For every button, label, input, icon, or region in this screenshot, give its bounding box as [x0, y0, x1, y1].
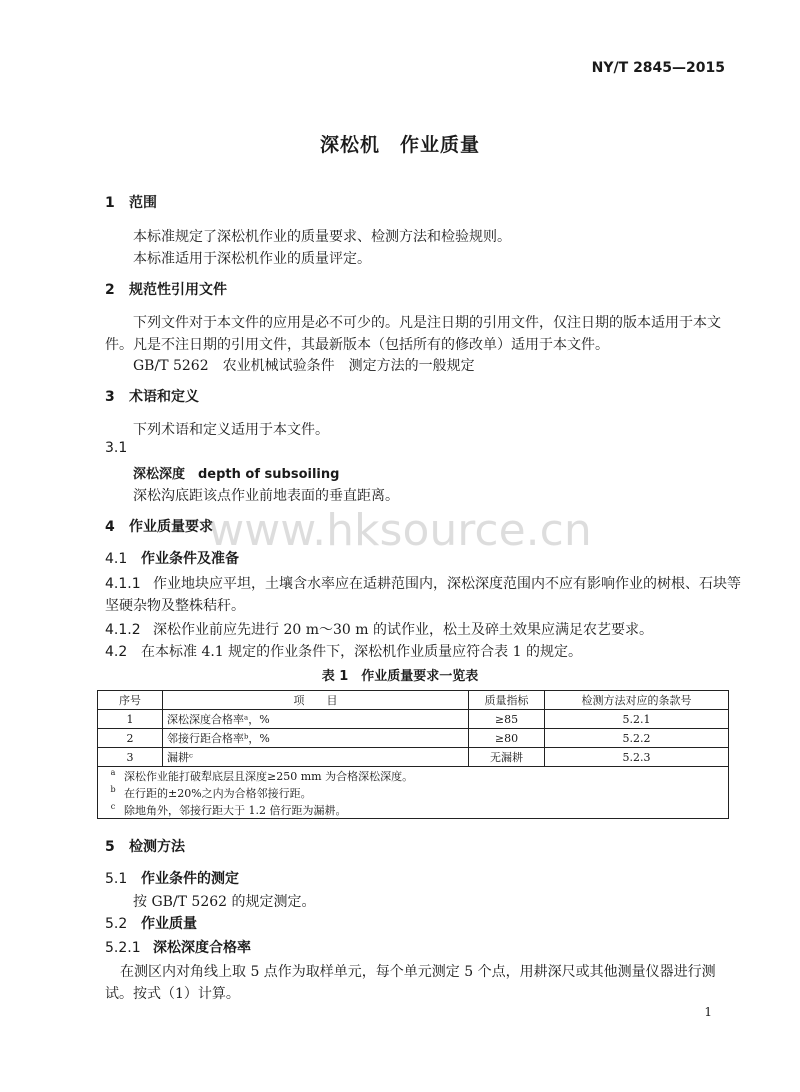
subsection-5-1-heading: [105, 868, 239, 888]
subsection-number: 4.1: [105, 551, 128, 567]
subsection-5-2-1-heading: [105, 937, 251, 957]
table-cell: 1: [98, 710, 163, 729]
watermark: www.hksource.cn: [208, 505, 592, 556]
paragraph: 在测区内对角线上取 5 点作为取样单元，每个单元测定 5 个点，用耕深尺或其他测量仪器进行测: [120, 964, 716, 980]
subsection-number: 5.2: [105, 916, 128, 932]
table-row: [98, 748, 729, 767]
table-cell: 5.2.1: [545, 710, 729, 729]
clause-text: 深松作业前应先进行 20 m～30 m 的试作业，松土及碎土效果应满足农艺要求。: [153, 622, 653, 638]
table-caption: 表 1 作业质量要求一览表: [321, 669, 479, 684]
paragraph: 下列术语和定义适用于本文件。: [133, 422, 329, 438]
table-footnote: [98, 801, 729, 819]
footnote-mark: c: [110, 801, 116, 811]
subsection-title: 作业条件的测定: [141, 871, 239, 887]
table-cell: 5.2.2: [545, 729, 729, 748]
table-cell: ≥85: [469, 710, 545, 729]
subsection-title: 作业条件及准备: [141, 551, 239, 567]
section-title: 范围: [129, 195, 157, 211]
clause-4-1-2: [105, 619, 653, 639]
section-title: 检测方法: [129, 839, 185, 855]
column-header: 项 目: [163, 691, 469, 710]
section-title: 作业质量要求: [129, 519, 213, 535]
section-title: 规范性引用文件: [129, 282, 227, 298]
section-number: 5: [105, 839, 115, 855]
footnote-text: 深松作业能打破犁底层且深度≥250 mm 为合格深松深度。: [124, 769, 414, 783]
section-4-heading: [105, 516, 213, 536]
reference-entry: GB/T 5262 农业机械试验条件 测定方法的一般规定: [133, 358, 475, 374]
section-number: 3: [105, 389, 115, 405]
clause-number: 4.1.1: [105, 576, 141, 592]
footnote-text: 除地角外，邻接行距大于 1.2 倍行距为漏耕。: [124, 803, 347, 817]
section-2-heading: [105, 279, 227, 299]
term-definition: 深松沟底距该点作业前地表面的垂直距离。: [133, 488, 399, 504]
paragraph: 本标准适用于深松机作业的质量评定。: [133, 251, 371, 267]
clause-text: 作业地块应平坦，土壤含水率应在适耕范围内，深松深度范围内不应有影响作业的树根、石块等: [153, 576, 741, 592]
document-title: 深松机 作业质量: [319, 134, 480, 156]
paragraph: 试。按式（1）计算。: [105, 986, 240, 1002]
subsection-number: 3.1: [105, 440, 128, 456]
clause-number: 4.1.2: [105, 622, 141, 638]
table-cell: 3: [98, 748, 163, 767]
table-cell: 漏耕ᶜ: [163, 748, 469, 767]
column-header: 质量指标: [469, 691, 545, 710]
subsection-title: 深松深度合格率: [153, 940, 251, 956]
quality-requirements-table: [97, 690, 729, 819]
subsection-4-1-heading: [105, 548, 239, 568]
table-cell: 无漏耕: [469, 748, 545, 767]
subsection-number: 5.1: [105, 871, 128, 887]
table-footnote: [98, 767, 729, 785]
subsection-5-2-heading: [105, 913, 197, 933]
table-footnote: [98, 784, 729, 801]
clause-4-2: [105, 641, 582, 661]
column-header: 检测方法对应的条款号: [545, 691, 729, 710]
paragraph: 坚硬杂物及整株秸秆。: [105, 598, 245, 614]
section-title: 术语和定义: [129, 389, 199, 405]
table-cell: 邻接行距合格率ᵇ，%: [163, 729, 469, 748]
subsection-title: 作业质量: [141, 916, 197, 932]
term-entry: 深松深度 depth of subsoiling: [133, 467, 340, 482]
clause-text: 在本标准 4.1 规定的作业条件下，深松机作业质量应符合表 1 的规定。: [141, 644, 582, 660]
clause-4-1-1: [105, 573, 741, 593]
table-cell: 5.2.3: [545, 748, 729, 767]
table-cell: ≥80: [469, 729, 545, 748]
section-number: 2: [105, 282, 115, 298]
footnote-mark: b: [110, 784, 116, 794]
table-cell: 深松深度合格率ᵃ，%: [163, 710, 469, 729]
table-row: [98, 729, 729, 748]
section-number: 4: [105, 519, 115, 535]
section-3-heading: [105, 386, 199, 406]
section-5-heading: [105, 836, 185, 856]
table-cell: 2: [98, 729, 163, 748]
page-number: 1: [704, 1005, 712, 1019]
paragraph: 本标准规定了深松机作业的质量要求、检测方法和检验规则。: [133, 229, 511, 245]
paragraph: 件。凡是不注日期的引用文件，其最新版本（包括所有的修改单）适用于本文件。: [105, 337, 609, 353]
section-number: 1: [105, 195, 115, 211]
clause-number: 4.2: [105, 644, 128, 660]
subsection-number: 5.2.1: [105, 940, 141, 956]
footnote-mark: a: [110, 767, 116, 777]
paragraph: 下列文件对于本文件的应用是必不可少的。凡是注日期的引用文件，仅注日期的版本适用于本文: [133, 315, 721, 331]
footnote-text: 在行距的±20%之内为合格邻接行距。: [124, 786, 312, 800]
table-row: [98, 710, 729, 729]
section-1-heading: [105, 192, 157, 212]
table-header-row: [98, 691, 729, 710]
paragraph: 按 GB/T 5262 的规定测定。: [133, 894, 316, 910]
standard-number: NY/T 2845—2015: [591, 60, 725, 76]
column-header: 序号: [98, 691, 163, 710]
